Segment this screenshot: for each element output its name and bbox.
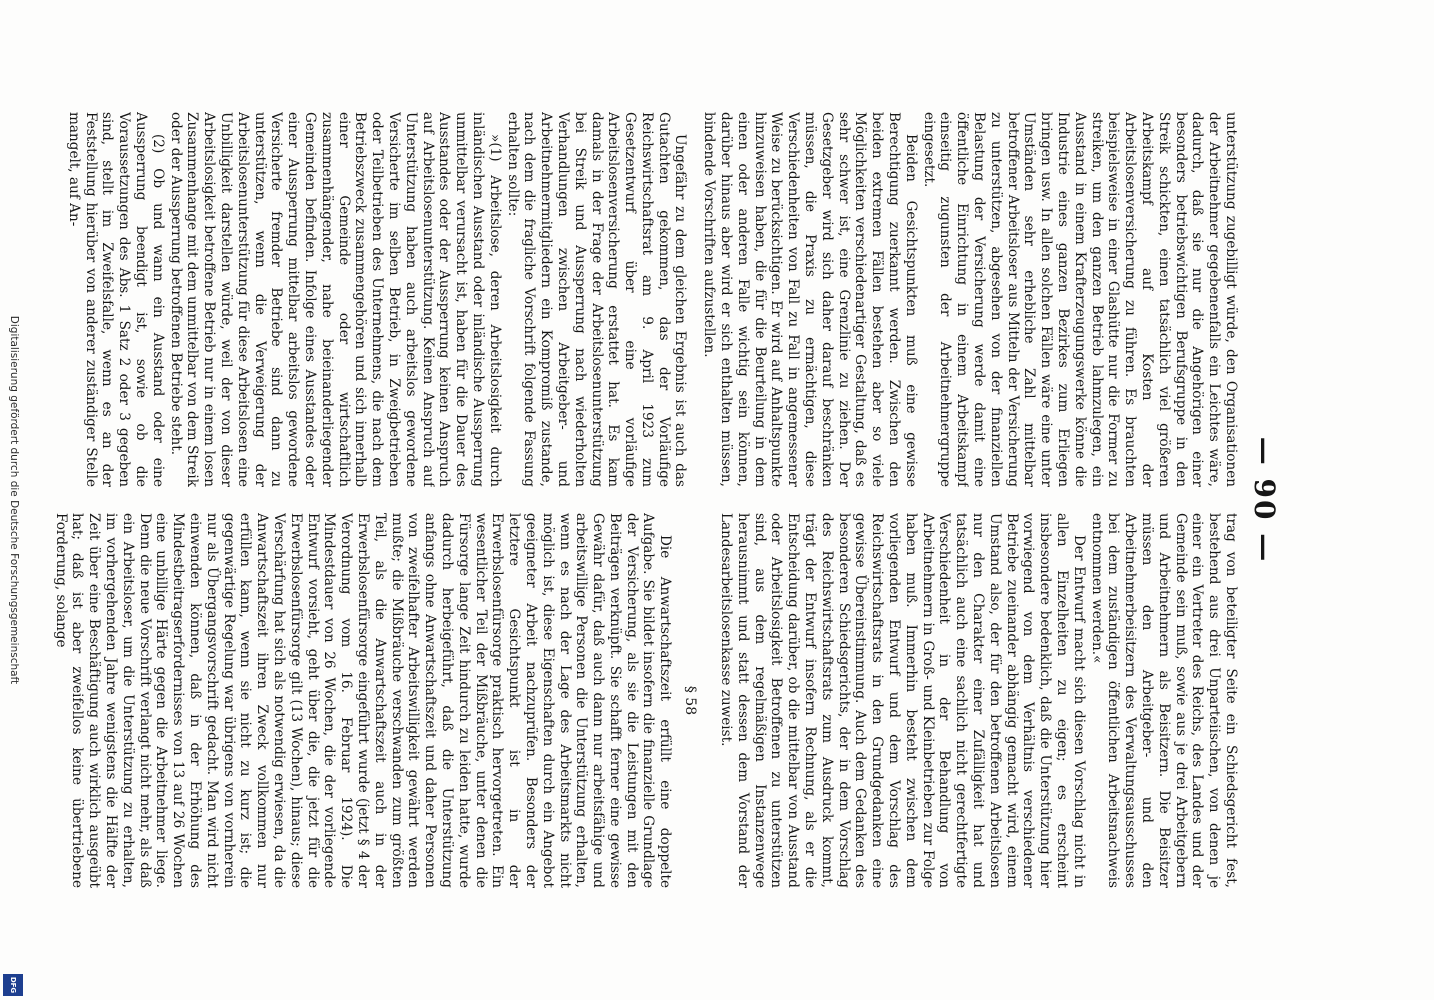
paragraph: unterstützung zugebilligt würde, den Organisationen der Arbeitnehmer gegebenenfalls ein Leichtes wäre, dadurch, daß sie nur die Angehörigen einer besonders betriebswichtigen Berufsgruppe in den Streik schickten, einen tatsächlich viel größeren Arbeitskampf auf Kosten der Arbeitslosenversicherung zu führen. Es brauchten beispielsweise in einer Glashütte nur die Former zu streiken, um den ganzen Betrieb lahmzulegen, ein Ausstand in einem Krafterzeugungswerke könne die Industrie eines ganzen Bezirkes zum Erliegen bringen usw. In allen solchen Fällen wäre eine unter Umständen sehr erhebliche Zahl mittelbar betroffener Arbeitsloser aus Mitteln der Versicherung zu unterstützen, abgesehen von der finanziellen Belastung der Versicherung werde damit eine öffentliche Einrichtung in einem Arbeitskampf einseitig zugunsten der Arbeitnehmergruppe eingesetzt. — [920, 112, 1239, 487]
document-page — [0, 70, 1287, 930]
page-number: — 90 — — [1248, 436, 1281, 564]
digitization-credit — [2, 0, 26, 1000]
paragraph: Ungefähr zu dem gleichen Ergebnis ist auch das Gutachten gekommen, das der Vorläufige Reichswirtschaftsrat am 9. April 1923 zum Gesetzentwurf über eine vorläufige Arbeitslosenversicherung erstattet hat. Es kam damals in der Frage der Arbeitslosenunterstützung bei Streik und Aussperrung nach wiederholten Verhandlungen zwischen Arbeitgeber- und Arbeitnehmermitgliedern ein Kompromiß zustande, nach dem die fragliche Vorschrift folgende Fassung erhalten sollte: — [504, 112, 689, 487]
right-column — [0, 513, 1239, 888]
dfg-logo-text: DFG — [9, 976, 17, 994]
paragraph: trag von beteiligter Seite ein Schiedsgericht fest, bestehend aus drei Unparteiischen, von denen je einer ein Vertreter des Reichs, des Landes und der Gemeinde sein muß, sowie aus je drei Arbeitgebern und Arbeitnehmern als Beisitzern. Die Beisitzer müssen den Arbeitgeber- und den Arbeitnehmerbeisitzern des Verwaltungsausschusses bei dem zuständigen öffentlichen Arbeitsnachweis entnommen werden.« — [1088, 513, 1239, 888]
dfg-logo-icon — [3, 974, 23, 996]
section-heading: § 58 — [682, 685, 699, 716]
paragraph: (2) Ob und wann ein Ausstand oder eine Aussperrung beendigt ist, sowie ob die Voraussetzungen des Abs. 1 Satz 2 oder 3 gegeben sind, stellt im Zweifelsfalle, wenn es an der Feststellung hierüber von anderer zuständiger Stelle mangelt, auf An- — [65, 112, 166, 487]
left-column — [0, 112, 1239, 487]
paragraph: Die Anwartschaftszeit erfüllt eine doppelte Aufgabe. Sie bildet insofern die finanzielle Grundlage der Versicherung, als sie die Leistungen mit den Beiträgen verknüpft. Sie schafft ferner eine gewisse Gewähr dafür, daß auch dann nur arbeitsfähige und arbeitswillige Personen die Unterstützung erhalten, wenn es nach der Lage des Arbeitsmarkts nicht möglich ist, diese Eigenschaften durch ein Angebot geeigneter Arbeit nachzuprüfen. Besonders der letztere Gesichtspunkt ist in der Erwerbslosenfürsorge praktisch hervorgetreten. Ein wesentlicher Teil der Mißbräuche, unter denen die Fürsorge lange Zeit hindurch zu leiden hatte, wurde dadurch herbeigeführt, daß die Unterstützung anfangs ohne Anwartschaftszeit und daher Personen von zweifelhafter Arbeitswilligkeit gewährt werden mußte; die Mißbräuche verschwanden zum größten Teil, als die Anwartschaftszeit auch in der Erwerbslosenfürsorge eingeführt wurde (jetzt § 4 der Verordnung vom 16. Februar 1924). Die Mindestdauer von 26 Wochen, die der vorliegende Entwurf vorsieht, geht über die, die jetzt für die Erwerbslosenfürsorge gilt (13 Wochen), hinaus; diese Verschärfung hat sich als notwendig erwiesen, da die Anwartschaftszeit ihren Zweck vollkommen nur erfüllen kann, wenn sie nicht zu kurz ist; die gegenwärtige Regelung war übrigens von vornherein nur als Übergangsvorschrift gedacht. Man wird nicht einwenden können, daß in der Erhöhung des Mindestbeitragserfordernisses von 13 auf 26 Wochen eine unbillige Härte gegen die Arbeitnehmer liege. Denn die neue Vorschrift verlangt nicht mehr, als daß ein Arbeitsloser, um die Unterstützung zu erhalten, im vorhergehenden Jahre wenigstens die Hälfte der Zeit über eine Beschäftigung auch wirklich ausgeübt hat; daß ist aber zweifellos keine übertriebene Forderung, solange — [52, 513, 674, 888]
paragraph: »(1) Arbeitslose, deren Arbeitslosigkeit durch inländischen Ausstand oder inländische Aussperrung unmittelbar verursacht ist, haben für die Dauer des Ausstandes oder der Aussperrung keinen Anspruch auf Arbeitslosenunterstützung. Keinen Anspruch auf Unterstützung haben auch arbeitslos gewordene Versicherte im selben Betrieb, in Zweigbetrieben oder Teilbetrieben des Unternehmens, die nach dem Betriebszweck zusammengehören und sich innerhalb einer Gemeinde oder wirtschaftlich zusammenhängender, nahe beieinanderliegender Gemeinden befinden. Infolge eines Ausstandes oder einer Aussperrung mittelbar arbeitslos gewordene Versicherte fremder Betriebe sind dann zu unterstützen, wenn die Verweigerung der Arbeitslosenunterstützung für diese Arbeitslosen eine Unbilligkeit darstellen würde, weil der von dieser Arbeitslosigkeit betroffene Betrieb nur in einem losen Zusammenhange mit dem unmittelbar von dem Streik oder der Aussperrung betroffenen Betriebe steht. — [167, 112, 503, 487]
paragraph: Der Entwurf macht sich diesen Vorschlag nicht in allen Einzelheiten zu eigen; es erscheint insbesondere bedenklich, daß die Unterstützung hier vorwiegend von dem Verhältnis verschiedener Betriebe zueinander abhängig gemacht wird, einem Umstand also, der für den betroffenen Arbeitslosen nur den Charakter einer Zufälligkeit hat und tatsächlich auch eine sachlich nicht gerechtfertigte Verschiedenheit in der Behandlung von Arbeitnehmern in Groß- und Kleinbetrieben zur Folge haben muß. Immerhin besteht zwischen dem vorliegenden Entwurf und dem Vorschlag des Reichswirtschaftsrats in den Grundgedanken eine gewisse Übereinstimmung. Auch dem Gedanken des besonderen Schiedsgerichts, der in dem Vorschlag des Reichswirtschaftsrats zum Ausdruck kommt, trägt der Entwurf insofern Rechnung, als er die Entscheidung darüber, ob die mittelbar von Ausstand oder Arbeitslosigkeit Betroffenen zu unterstützen sind, aus dem regelmäßigen Instanzenwege herausnimmt und statt dessen dem Vorstand der Landesarbeitslosenkasse zuweist. — [718, 513, 1087, 888]
paragraph: Beiden Gesichtspunkten muß eine gewisse Berechtigung zuerkannt werden. Zwischen den beiden extremen Fällen bestehen aber so viele Möglichkeiten verschiedenartiger Gestaltung, daß es sehr schwer ist, eine Grenzlinie zu ziehen. Der Gesetzgeber wird sich daher darauf beschränken müssen, die Praxis zu ermächtigen, diese Verschiedenheiten von Fall zu Fall in angemessener Weise zu berücksichtigen. Er wird auf Anhaltspunkte hinzuweisen haben, die für die Beurteilung in dem einen oder anderen Falle wichtig sein können, darüber hinaus aber wird er sich enthalten müssen, bindende Vorschriften aufzustellen. — [701, 112, 919, 487]
credit-text: Digitalisierung gefördert durch die Deutsche Forschungsgemeinschaft — [8, 315, 20, 685]
text-columns — [0, 112, 1239, 888]
